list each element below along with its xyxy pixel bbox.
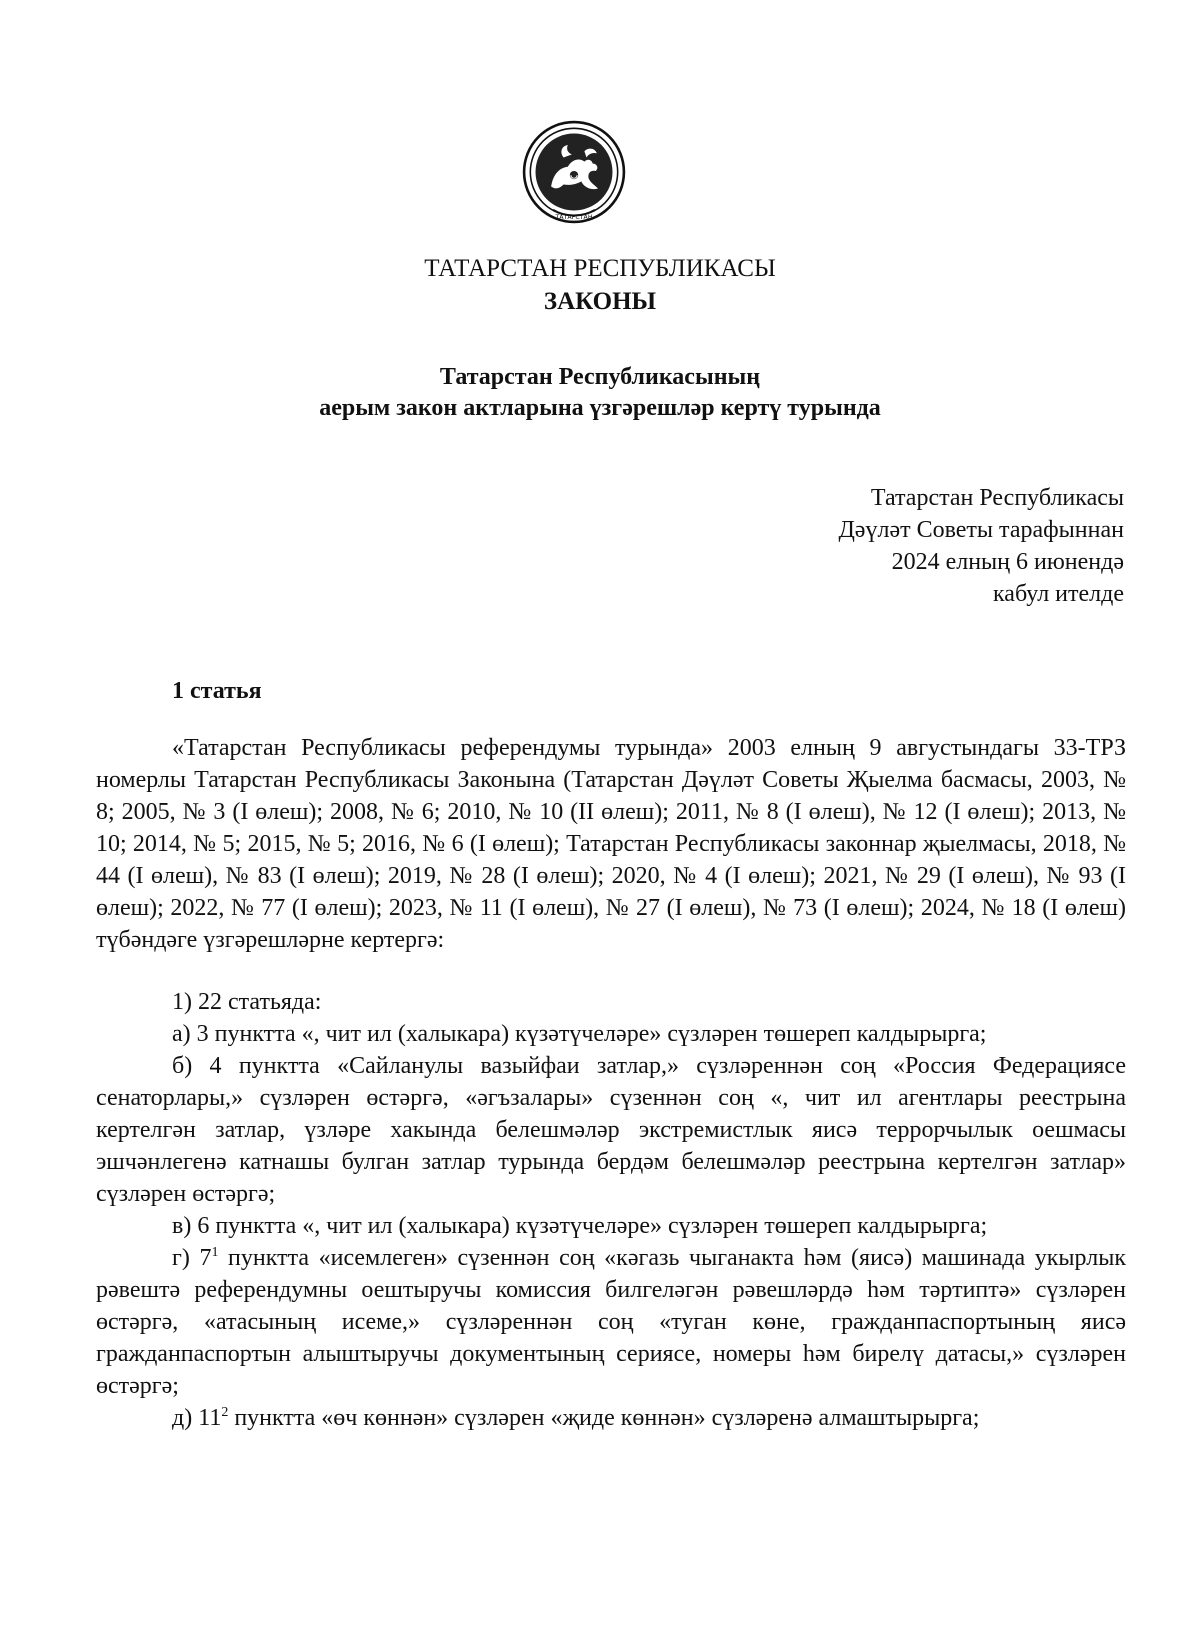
adoption-line-3: 2024 елның 6 июнендә — [891, 549, 1124, 575]
article-intro-paragraph: «Татарстан Республикасы референдумы турында» 2003 елның 9 августындагы 33-ТРЗ номерлы Татарстан Республикасы Законына (Татарстан Дәүләт Советы Җыелма басмасы, 2003, № 8; 2005, № 3 (I өлеш); 2008, № 6; 2010, № 10 (II өлеш); 2011, № 8 (I өлеш), № 12 (I өлеш); 2013, № 10; 2014, № 5; 2015, № 5; 2016, № 6 (I өлеш); Татарстан Республикасы законнар җыелмасы, 2018, № 44 (I өлеш), № 83 (I өлеш); 2019, № 28 (I өлеш); 2020, № 4 (I өлеш); 2021, № 29 (I өлеш), № 93 (I өлеш); 2022, № 77 (I өлеш); 2023, № 11 (I өлеш), № 27 (I өлеш), № 73 (I өлеш); 2024, № 18 (I өлеш) түбәндәге үзгәрешләрне кертергә: — [96, 735, 1126, 953]
sub-item-g-paragraph — [96, 1242, 1126, 1402]
article-body — [96, 732, 1126, 1434]
sub-item-d-start: д) 11 — [172, 1405, 222, 1431]
adoption-line-4: кабул ителде — [993, 581, 1124, 607]
sub-item-g-text: пунктта «исемлеген» сүзеннән соң «кәгазь чыганакта һәм (яисә) машинада укырлык рәвештә референдумны оештыручы комиссия билгеләгән рәвешләрдә һәм тәртиптә» сүзләрен өстәргә, «атасының исеме,» сүзләреннән соң «туган көне, гражданпаспортының яисә гражданпаспортын алыштыручы документының сериясе, номеры һәм бирелү датасы,» сүзләрен өстәргә; — [96, 1245, 1127, 1399]
sub-item-d-superscript: 2 — [221, 1405, 229, 1420]
adoption-note — [838, 482, 1124, 610]
sub-item-v-paragraph: в) 6 пунктта «, чит ил (халыкара) күзәтүчеләре» сүзләрен төшереп калдырырга; — [172, 1213, 988, 1239]
sub-item-d-paragraph — [96, 1402, 1126, 1434]
adoption-line-1: Татарстан Республикасы — [870, 485, 1124, 511]
sub-item-g-start: г) 7 — [172, 1245, 212, 1271]
article-heading: 1 статья — [172, 678, 262, 704]
law-title-line-2: аерым закон актларына үзгәрешләр кертү турында — [319, 395, 881, 421]
document-type: ЗАКОНЫ — [543, 288, 657, 315]
sub-item-b-paragraph: б) 4 пунктта «Сайланулы вазыйфаи затлар,» сүзләреннән соң «Россия Федерациясе сенаторлары,» сүзләрен өстәргә, «әгъзалары» сүзеннән соң «, чит ил агентлары реестрына кертелгән затлар, үзләре хакында белешмәләр экстремистлык яисә террорчылык оешмасы эшчәнлегенә катнашы булган затлар турында бердәм белешмәләр реестрына кертелгән затлар» сүзләрен өстәргә; — [96, 1053, 1126, 1207]
tatarstan-coat-of-arms-icon — [522, 120, 626, 224]
sub-item-d-text: пунктта «өч көннән» сүзләрен «җиде көннән» сүзләренә алмаштырырга; — [228, 1405, 980, 1431]
sub-item-a-paragraph: а) 3 пунктта «, чит ил (халыкара) күзәтүчеләре» сүзләрен төшереп калдырырга; — [172, 1021, 987, 1047]
law-title-line-1: Татарстан Республикасының — [439, 364, 761, 390]
emblem-ring-text: ТАТАРСТАН — [555, 213, 593, 221]
coat-of-arms-emblem — [522, 120, 626, 224]
sub-item-g-superscript: 1 — [211, 1245, 219, 1260]
adoption-line-2: Дәүләт Советы тарафыннан — [838, 517, 1124, 543]
item-1-paragraph: 1) 22 статьяда: — [172, 989, 322, 1015]
republic-name: ТАТАРСТАН РЕСПУБЛИКАСЫ — [424, 255, 776, 282]
